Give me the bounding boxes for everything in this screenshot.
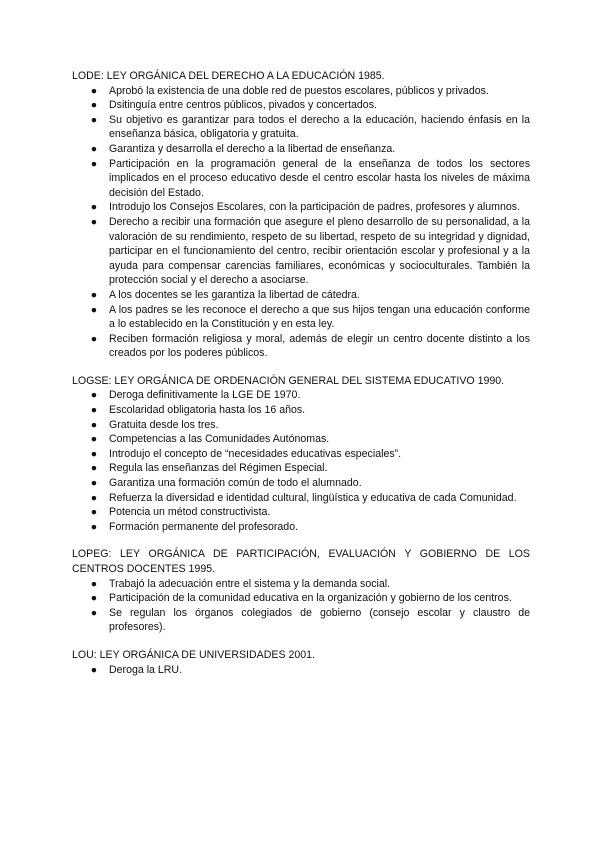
law-section-lopeg — [72, 547, 530, 635]
bullet-icon: ● — [90, 201, 98, 214]
bullet-icon: ● — [90, 491, 98, 504]
list-item-text: Introdujo el concepto de “necesidades educativas especiales”. — [109, 447, 402, 460]
list-item-text: Participación de la comunidad educativa en la organización y gobierno de los centros. — [109, 592, 512, 605]
list-item-text: Garantiza y desarrolla el derecho a la libertad de enseñanza. — [109, 142, 396, 155]
law-title: LOU: LEY ORGÁNICA DE UNIVERSIDADES 2001. — [72, 648, 315, 661]
list-item-text: Regula las enseñanzas del Régimen Especial. — [109, 462, 328, 475]
bullet-list — [72, 84, 530, 361]
list-item — [72, 84, 530, 99]
bullet-list — [72, 577, 530, 635]
list-item-text: Escolaridad obligatoria hasta los 16 años. — [109, 404, 306, 417]
list-item — [72, 491, 530, 506]
list-item — [72, 447, 530, 462]
list-item-text: Competencias a las Comunidades Autónomas. — [109, 433, 330, 446]
list-item — [72, 215, 530, 288]
list-item — [72, 577, 530, 592]
list-item — [72, 200, 530, 215]
list-item-text: Introdujo los Consejos Escolares, con la participación de padres, profesores y alumnos. — [109, 201, 521, 214]
bullet-icon: ● — [90, 332, 98, 345]
list-item — [72, 606, 530, 635]
list-item — [72, 142, 530, 157]
bullet-icon: ● — [90, 404, 98, 417]
bullet-icon: ● — [90, 418, 98, 431]
list-item — [72, 461, 530, 476]
list-item-text: Deroga definitivamente la LGE DE 1970. — [109, 389, 301, 402]
list-item — [72, 663, 530, 678]
bullet-icon: ● — [90, 462, 98, 475]
bullet-icon: ● — [90, 157, 98, 170]
bullet-list — [72, 388, 530, 534]
bullet-icon: ● — [90, 433, 98, 446]
list-item-text: Refuerza la diversidad e identidad cultural, lingüística y educativa de cada Comunidad. — [109, 491, 517, 504]
bullet-icon: ● — [90, 520, 98, 533]
law-section-lou — [72, 648, 530, 677]
list-item — [72, 476, 530, 491]
list-item-text: Formación permanente del profesorado. — [109, 520, 299, 533]
list-item — [72, 432, 530, 447]
list-item-text: Reciben formación religiosa y moral, además de elegir un centro docente distinto a los creados por los poderes públicos. — [109, 332, 530, 360]
list-item — [72, 332, 530, 361]
law-section-logse — [72, 374, 530, 535]
list-item-text: Garantiza una formación común de todo el alumnado. — [109, 477, 362, 490]
list-item-text: Derecho a recibir una formación que asegure el pleno desarrollo de su personalidad, a la valoración de su rendimiento, respeto de su libertad, respeto de su integridad y dignidad, participar en el funcionamiento del centro, recibir orientación escolar y profesional y a la ayuda para compensar carencias familiares, económicas y socioculturales. También la protección social y el derecho a asociarse. — [109, 215, 530, 287]
bullet-icon: ● — [90, 577, 98, 590]
list-item — [72, 505, 530, 520]
bullet-icon: ● — [90, 592, 98, 605]
list-item — [72, 403, 530, 418]
list-item — [72, 388, 530, 403]
list-item — [72, 418, 530, 433]
bullet-icon: ● — [90, 303, 98, 316]
law-title: LODE: LEY ORGÁNICA DEL DERECHO A LA EDUCACIÓN 1985. — [72, 70, 385, 82]
bullet-icon: ● — [90, 389, 98, 402]
bullet-icon: ● — [90, 477, 98, 490]
bullet-icon: ● — [90, 113, 98, 126]
list-item-text: Participación en la programación general de la enseñanza de todos los sectores implicados en el proceso educativo desde el centro escolar hasta los niveles de máxima decisión del Estado. — [109, 157, 530, 199]
bullet-icon: ● — [90, 142, 98, 155]
bullet-icon: ● — [90, 288, 98, 301]
bullet-icon: ● — [90, 606, 98, 619]
list-item-text: Dsitinguía entre centros públicos, pivados y concertados. — [109, 99, 377, 112]
bullet-icon: ● — [90, 84, 98, 97]
list-item — [72, 288, 530, 303]
list-item — [72, 303, 530, 332]
law-title: LOPEG: LEY ORGÁNICA DE PARTICIPACIÓN, EVALUACIÓN Y GOBIERNO DE LOS CENTROS DOCENTES 1995. — [72, 548, 530, 575]
list-item-text: Aprobó la existencia de una doble red de puestos escolares, públicos y privados. — [109, 84, 489, 97]
list-item-text: Deroga la LRU. — [109, 663, 183, 676]
law-title: LOGSE: LEY ORGÁNICA DE ORDENACIÓN GENERAL DEL SISTEMA EDUCATIVO 1990. — [72, 374, 505, 387]
bullet-list — [72, 663, 530, 678]
list-item-text: Trabajó la adecuación entre el sistema y la demanda social. — [109, 577, 391, 590]
bullet-icon: ● — [90, 215, 98, 228]
bullet-icon: ● — [90, 663, 98, 676]
list-item — [72, 98, 530, 113]
list-item-text: A los docentes se les garantiza la libertad de cátedra. — [109, 288, 360, 301]
list-item-text: Se regulan los órganos colegiados de gobierno (consejo escolar y claustro de profesores). — [109, 606, 530, 634]
list-item-text: A los padres se les reconoce el derecho a que sus hijos tengan una educación conforme a lo establecido en la Constitución y en esta ley. — [109, 303, 530, 331]
list-item-text: Su objetivo es garantizar para todos el derecho a la educación, haciendo énfasis en la enseñanza básica, obligatoria y gratuita. — [109, 113, 530, 141]
bullet-icon: ● — [90, 447, 98, 460]
list-item — [72, 591, 530, 606]
list-item-text: Potencia un métod constructivista. — [109, 506, 271, 519]
bullet-icon: ● — [90, 506, 98, 519]
list-item — [72, 113, 530, 142]
list-item — [72, 520, 530, 535]
bullet-icon: ● — [90, 99, 98, 112]
list-item — [72, 157, 530, 201]
list-item-text: Gratuita desde los tres. — [109, 418, 219, 431]
law-section-lode — [72, 69, 530, 361]
